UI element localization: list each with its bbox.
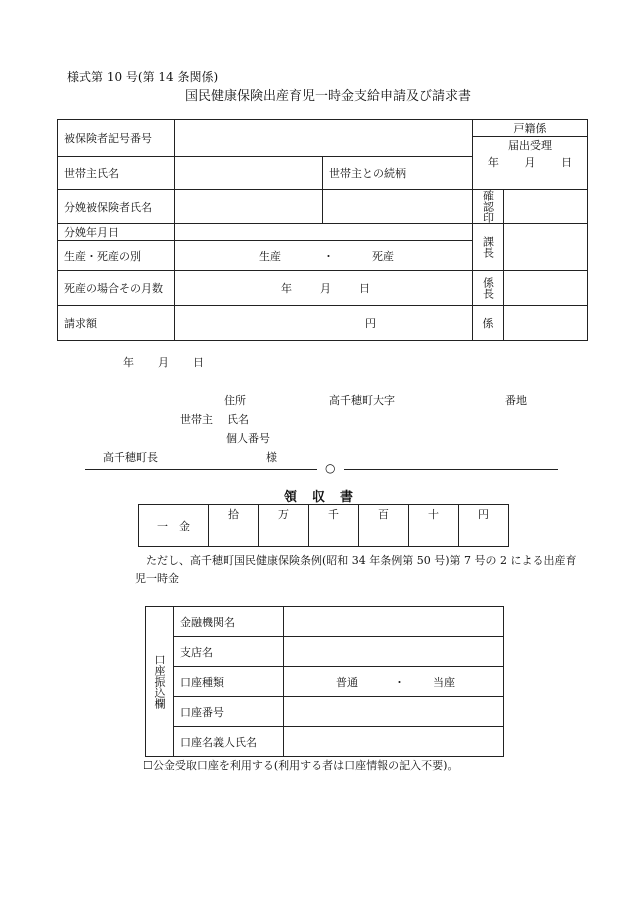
stillbirth-day: 日	[359, 282, 370, 295]
account-type-current: 当座	[433, 675, 455, 689]
received-stamp	[473, 137, 588, 190]
separator-left	[85, 469, 317, 470]
insured-number-label: 被保険者記号番号	[58, 120, 175, 157]
account-type-ordinary: 普通	[336, 675, 358, 689]
branch-name-field[interactable]	[284, 637, 504, 667]
sub-chief-cell	[473, 271, 504, 306]
birth-type-separator: ・	[323, 249, 334, 263]
receipt-note-line2: 児一時金	[135, 572, 179, 585]
addressee: 高千穂町長	[103, 451, 158, 464]
branch-name-label: 支店名	[174, 637, 284, 667]
confirm-seal-cell	[473, 190, 504, 224]
account-number-label: 口座番号	[174, 697, 284, 727]
received-month: 月	[524, 156, 536, 169]
date-month: 月	[158, 356, 169, 369]
bank-transfer-table	[145, 606, 504, 757]
account-type-field[interactable]	[284, 667, 504, 697]
received-label: 届出受理	[508, 139, 552, 152]
received-day: 日	[561, 156, 573, 169]
receipt-unit-ju[interactable]: 十	[409, 505, 459, 547]
receipt-title: 領 収 書	[284, 490, 355, 505]
account-holder-label: 口座名義人氏名	[174, 727, 284, 757]
date-year: 年	[123, 356, 134, 369]
form-number: 様式第 10 号(第 14 条関係)	[67, 70, 219, 84]
claim-amount-field[interactable]	[175, 306, 473, 341]
account-type-label: 口座種類	[174, 667, 284, 697]
householder-name-field[interactable]	[175, 157, 323, 190]
personal-number-label: 個人番号	[226, 432, 270, 445]
received-year: 年	[487, 156, 499, 169]
confirm-seal-label: 確認印	[481, 190, 495, 223]
birth-type-field[interactable]	[175, 241, 473, 271]
householder-name-label: 世帯主氏名	[58, 157, 175, 190]
receipt-table	[138, 504, 509, 547]
delivering-insured-field[interactable]	[175, 190, 323, 224]
section-chief-label: 課長	[481, 236, 495, 258]
birth-type-still: 死産	[372, 249, 394, 263]
bank-name-label: 金融機関名	[174, 607, 284, 637]
receipt-unit-sen[interactable]: 千	[309, 505, 359, 547]
bank-side-label: 口座振込欄	[153, 654, 166, 709]
bank-name-field[interactable]	[284, 607, 504, 637]
date-day: 日	[193, 356, 204, 369]
section-chief-box	[504, 224, 588, 271]
claim-yen: 円	[365, 317, 376, 330]
stillbirth-month: 月	[320, 282, 331, 295]
householder-label: 世帯主	[180, 413, 213, 426]
receipt-unit-ju-man[interactable]: 拾	[209, 505, 259, 547]
delivering-insured-label: 分娩被保険者氏名	[58, 190, 175, 224]
delivery-date-label: 分娩年月日	[58, 224, 175, 241]
separator-circle: ○	[325, 461, 336, 475]
public-account-checkbox[interactable]: ☐公金受取口座を利用する(利用する者は口座情報の記入不要)。	[143, 759, 459, 772]
stillbirth-months-label: 死産の場合その月数	[58, 271, 175, 306]
applicant-name-label: 氏名	[227, 413, 249, 426]
application-table	[57, 119, 588, 341]
birth-type-label: 生産・死産の別	[58, 241, 175, 271]
receipt-unit-man[interactable]: 万	[259, 505, 309, 547]
address-banchi: 番地	[505, 394, 527, 407]
sub-chief-label: 係長	[481, 277, 495, 299]
addressee-sama: 様	[266, 451, 277, 464]
birth-type-live: 生産	[259, 249, 281, 263]
account-number-field[interactable]	[284, 697, 504, 727]
relation-label: 世帯主との続柄	[323, 157, 473, 190]
claim-amount-label: 請求額	[58, 306, 175, 341]
staff-label: 係	[482, 317, 494, 330]
section-chief-cell	[473, 224, 504, 271]
stillbirth-year: 年	[281, 282, 292, 295]
address-label: 住所	[224, 394, 246, 407]
receipt-unit-hyaku[interactable]: 百	[359, 505, 409, 547]
sub-chief-box	[504, 271, 588, 306]
address-town: 高千穂町大字	[329, 394, 395, 407]
relation-field[interactable]	[323, 190, 473, 224]
form-title: 国民健康保険出産育児一時金支給申請及び請求書	[185, 89, 472, 104]
bank-side-cell	[146, 607, 174, 757]
separator-right	[344, 469, 558, 470]
staff-box	[504, 306, 588, 341]
receipt-ichikin: 一 金	[139, 505, 209, 547]
staff-cell	[473, 306, 504, 341]
receipt-unit-yen[interactable]: 円	[459, 505, 509, 547]
account-holder-field[interactable]	[284, 727, 504, 757]
koseki-label: 戸籍係	[473, 120, 588, 137]
confirm-seal-box	[504, 190, 588, 224]
stillbirth-months-field[interactable]	[175, 271, 473, 306]
account-type-separator: ・	[394, 675, 405, 689]
insured-number-field[interactable]	[175, 120, 473, 157]
receipt-note-line1: ただし、高千穂町国民健康保険条例(昭和 34 年条例第 50 号)第 7 号の 2 による出産育	[146, 554, 577, 567]
delivery-date-field[interactable]	[175, 224, 473, 241]
